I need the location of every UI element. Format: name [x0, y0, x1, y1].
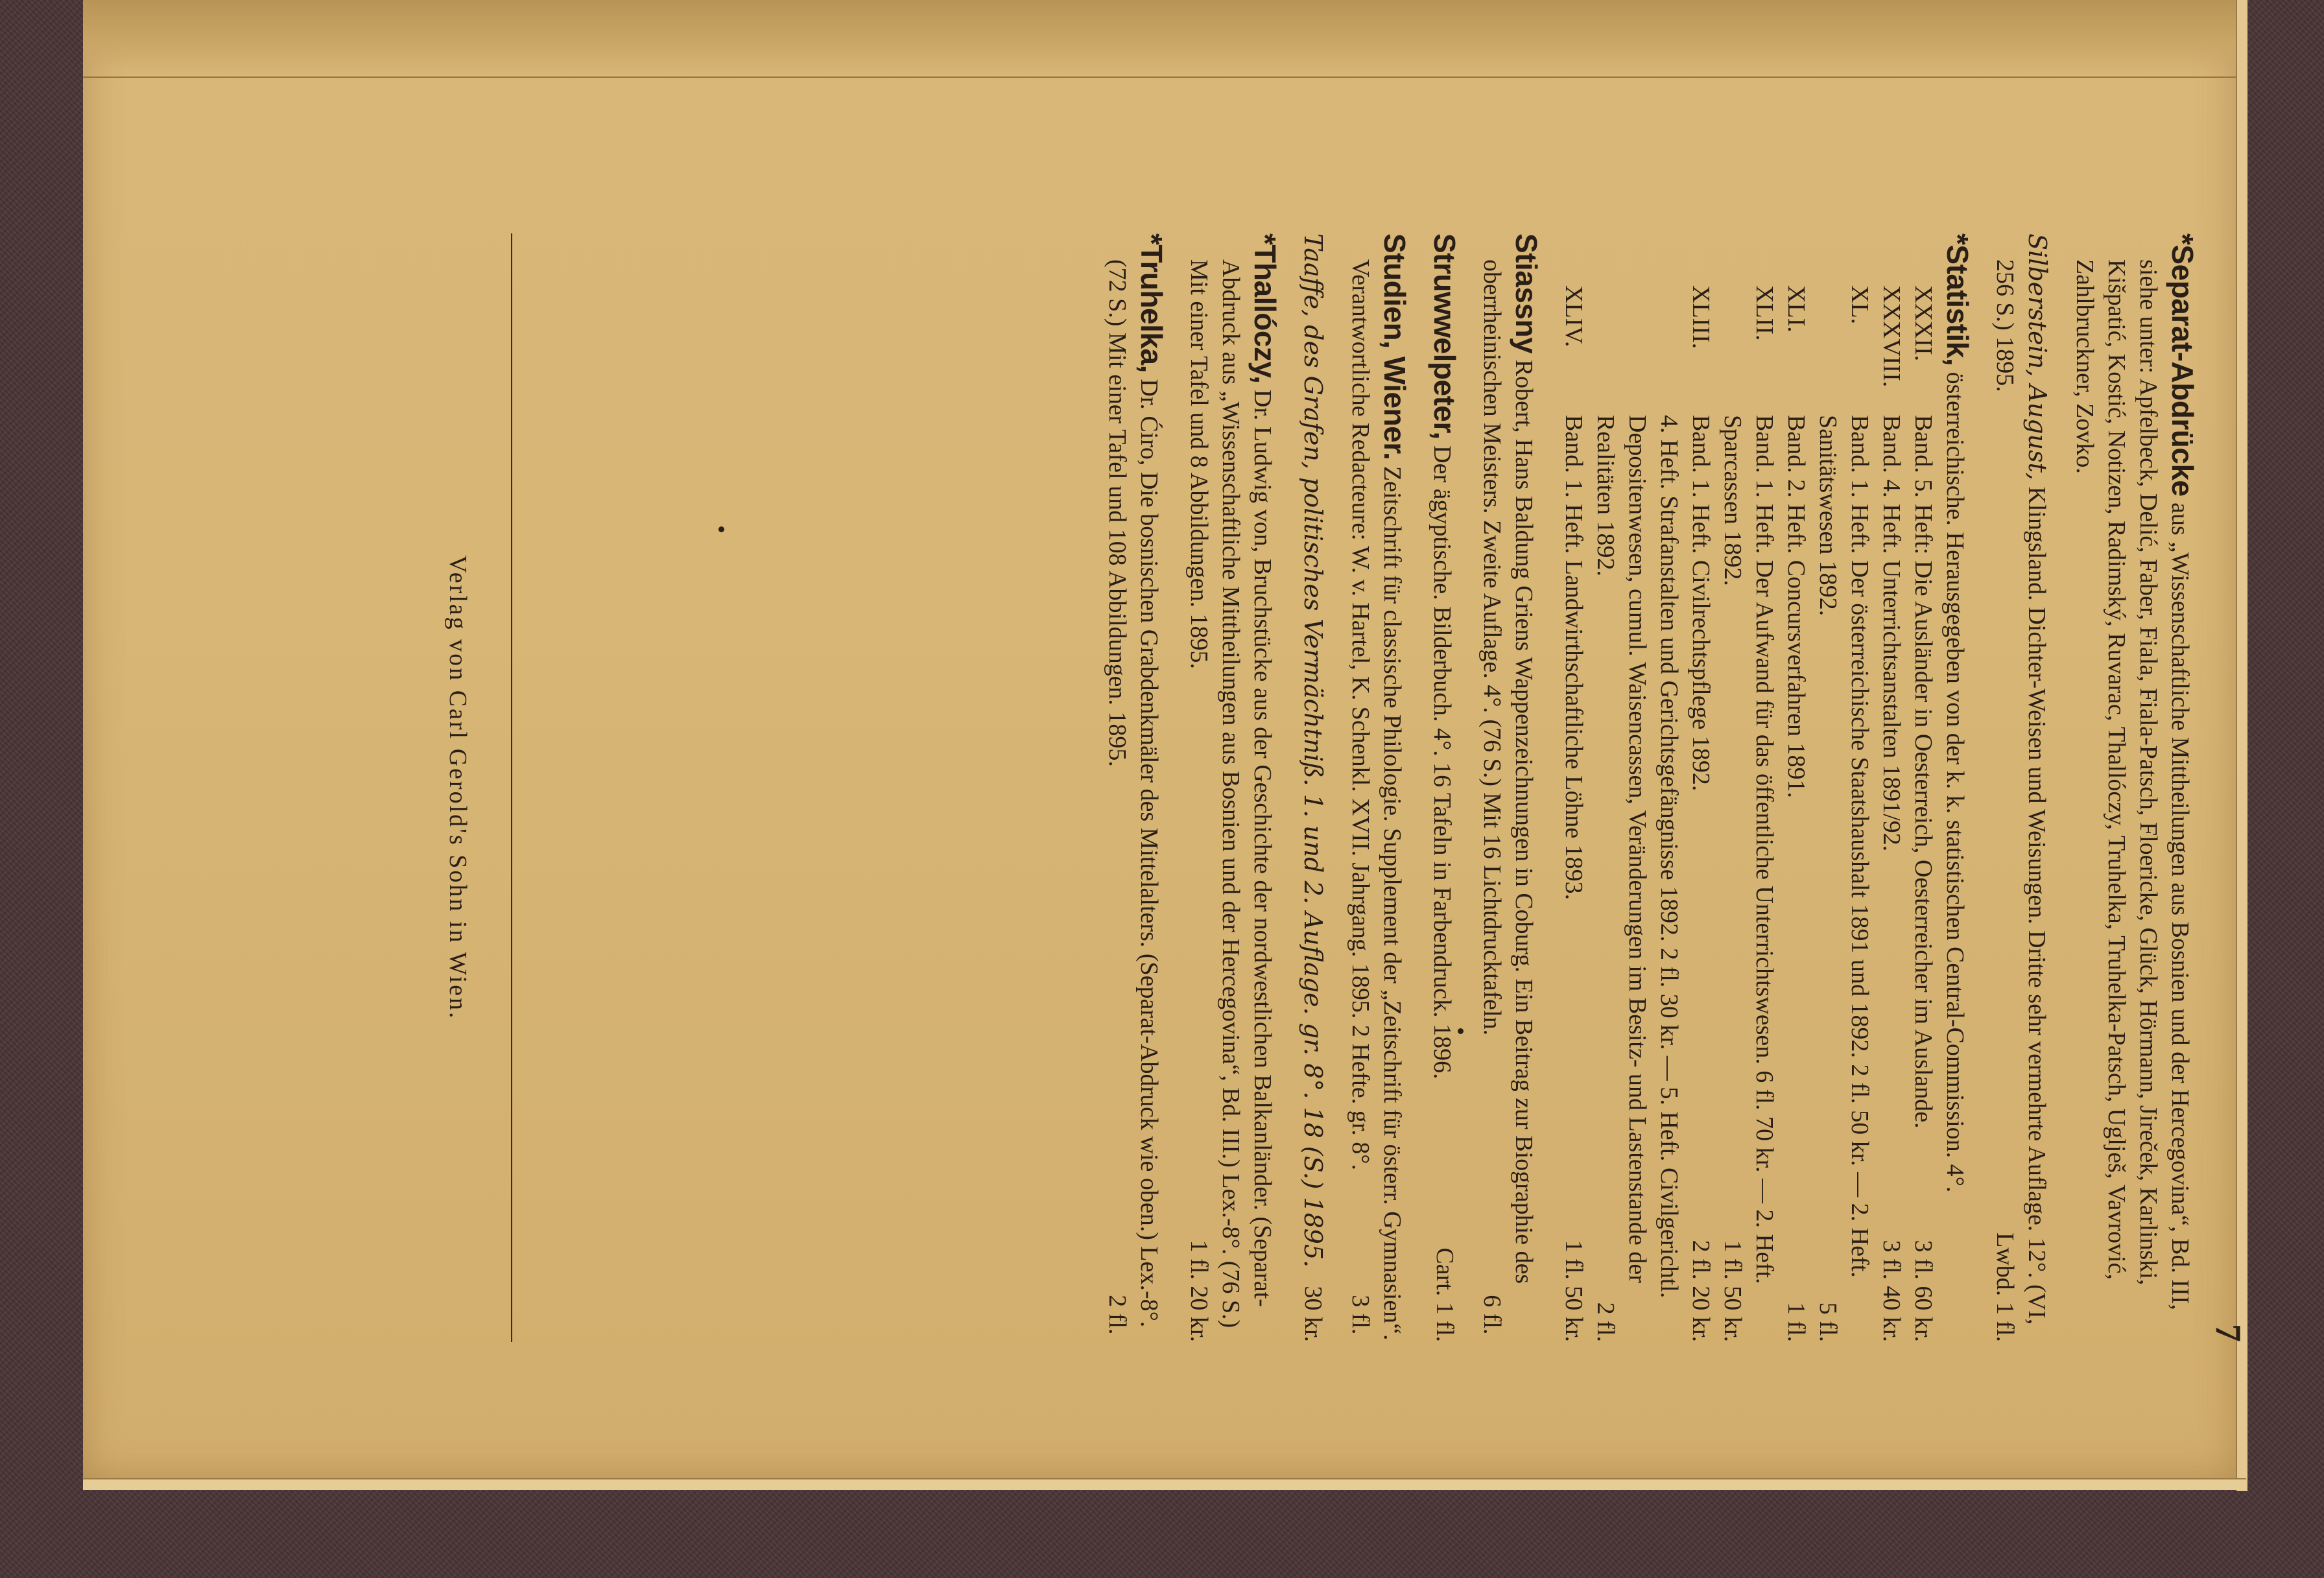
entry-headword: *Truhelka,: [1135, 233, 1168, 373]
entry-separat-abdruecke: [2069, 233, 2198, 1342]
entry-price: 30 kr.: [1299, 1286, 1327, 1342]
volume-price: 1 fl. 50 kr.: [1719, 1240, 1746, 1342]
statistik-volume: [1558, 259, 1589, 1342]
rotated-page-content: [279, 233, 2248, 1342]
volume-text: Band. 2. Heft. Concursverfahren 1891.: [1783, 415, 1810, 798]
page-edge-right: [2236, 0, 2247, 1491]
entry-headword: Struwwelpeter,: [1428, 233, 1462, 440]
entry-headword: *Statistik,: [1941, 233, 1974, 366]
entry-silberstein: [1989, 233, 2053, 1342]
page-gutter: [83, 0, 2236, 78]
entry-price: Lwbd. 1 fl.: [1991, 1232, 2019, 1342]
entry-headword: *Thallóczy,: [1248, 233, 1282, 384]
entry-text: Dr. Ludwig von, Bruchstücke aus der Geschichte der nordwestlichen Balkanländer. (Separat-Abdruck aus „Wissenschaftliche Mittheilungen aus Bosnien und der Hercegovina“, Bd. III.) Lex.-8°. (76 S.) Mit einer Tafel und 8 Abbildungen. 1895.: [1185, 259, 1276, 1328]
statistik-volume: [1780, 259, 1812, 1342]
volume-number: XXXVIII.: [1878, 285, 1905, 388]
volume-text: Band. 1. Heft. Civilrechtspflege 1892.: [1687, 415, 1714, 792]
entry-headword: Silberstein, August,: [2023, 233, 2052, 480]
entry-price: 6 fl.: [1478, 1295, 1506, 1335]
entry-text: österreichische. Herausgegeben von der k. k. statistischen Central-Commission. 4°.: [1941, 366, 1969, 1193]
entry-struwwelpeter: [1426, 233, 1460, 1342]
entry-text: Robert, Hans Baldung Griens Wappenzeichnungen in Coburg. Ein Beitrag zur Biographie des oberrheinischen Meisters. Zweite Auflage. 4°. (76 S.) Mit 16 Lichtdrucktafeln.: [1478, 259, 1537, 1284]
footer-rule: [511, 233, 512, 1342]
entry-studien-wiener: [1344, 233, 1410, 1342]
entry-text: Klingsland. Dichter-Weisen und Weisungen. Dritte sehr vermehrte Auflage. 12°. (VI, 256 S.) 1895.: [1991, 259, 2050, 1325]
statistik-volume: [1812, 259, 1875, 1342]
volume-text: 4. Heft. Strafanstalten und Gerichtsgefängnisse 1892. 2 fl. 30 kr. — 5. Heft. Civilgerichtl. Depositenwesen, cumul. Waisencassen, Veränderungen im Besitz- und Lastenstande der Realitäten 1892.: [1592, 415, 1683, 1299]
volume-number: XXXII.: [1910, 285, 1937, 362]
entry-price: 2 fl.: [1104, 1295, 1131, 1335]
volume-price: 1 fl. 50 kr.: [1560, 1240, 1587, 1342]
volume-text: Band. 5. Heft: Die Ausländer in Oesterreich, Oesterreicher im Auslande.: [1910, 415, 1937, 1129]
entry-text: aus „Wissenschaftliche Mittheilungen aus Bosnien und der Hercegovina“, Bd. III, siehe unter: Apfelbeck, Delić, Faber, Fiala, Fiala-Patsch, Floericke, Glück, Hörmann, Jireček, Karlinski, Kišpatić, Kostić, Notizen, Radimský, Ruvarac, Thallóczy, Truhelka, Truhelka-Patsch, Uglješ, Vavrović, Zahlbruckner, Zovko.: [2071, 259, 2194, 1310]
volume-price: 3 fl. 40 kr.: [1878, 1240, 1905, 1342]
volume-number: XLII.: [1751, 285, 1778, 341]
volume-price: 3 fl. 60 kr.: [1910, 1240, 1937, 1342]
volume-number: [1589, 285, 1685, 415]
volume-text: Band. 1. Heft. Landwirthschaftliche Löhne 1893.: [1560, 415, 1587, 901]
volume-text: Band. 1. Heft. Der österreichische Staatshaushalt 1891 und 1892. 2 fl. 50 kr. — 2. Heft. Sanitätswesen 1892.: [1814, 415, 1873, 1278]
page-edge-bottom: [83, 1478, 2246, 1490]
entry-headword: *Separat-Abdrücke: [2166, 233, 2200, 497]
entry-price: 1 fl. 20 kr.: [1185, 1240, 1213, 1342]
entry-truhelka: [1101, 233, 1167, 1342]
entry-thalloczy: [1183, 233, 1281, 1342]
ink-speck: [718, 526, 724, 532]
volume-number: XLIV.: [1560, 285, 1587, 347]
entry-statistik: [1558, 233, 1973, 1342]
entry-price: 3 fl.: [1347, 1295, 1374, 1335]
entry-taaffe: [1296, 233, 1329, 1342]
volume-number: XLIII.: [1687, 285, 1714, 349]
publisher-imprint: Verlag von Carl Gerold's Sohn in Wien.: [444, 555, 471, 1020]
entry-headword: Taaffe,: [1299, 233, 1327, 318]
page-number: 7: [2208, 1324, 2248, 1342]
entry-text: Zeitschrift für classische Philologie. Supplement der „Zeitschrift für österr. Gymnasien“. Verantwortliche Redacteure: W. v. Hartel, K. Schenkl. XVII. Jahrgang. 1895. 2 Hefte. gr. 8°.: [1347, 259, 1406, 1341]
statistik-volume: [1685, 259, 1716, 1342]
entry-stiassny: [1476, 233, 1542, 1342]
entry-text: Der ägyptische. Bilderbuch. 4°. 16 Tafeln in Farbendruck. 1896.: [1429, 439, 1456, 1079]
volume-price: 1 fl.: [1783, 1302, 1810, 1342]
catalog-entries: [1101, 233, 2224, 1342]
statistik-volume: [1589, 259, 1685, 1342]
entry-price: Cart. 1 fl.: [1431, 1247, 1458, 1342]
entry-text: Dr. Ćiro, Die bosnischen Grabdenkmäler des Mittelalters. (Separat-Abdruck wie oben.) Lex.-8°. (72 S.) Mit einer Tafel und 108 Abbildungen. 1895.: [1104, 259, 1163, 1328]
statistik-volume: [1875, 259, 1907, 1342]
statistik-volume: [1716, 259, 1780, 1342]
volume-price: 2 fl.: [1592, 1302, 1619, 1342]
volume-number: XLI.: [1783, 285, 1810, 333]
ink-speck: [1458, 1028, 1464, 1034]
entry-text: des Grafen, politisches Vermächtniß. 1. und 2. Auflage. gr. 8°. 18 (S.) 1895.: [1299, 317, 1327, 1268]
statistik-volume: [1907, 259, 1939, 1342]
volume-price: 2 fl. 20 kr.: [1687, 1240, 1714, 1342]
volume-text: Band. 1. Heft. Der Aufwand für das öffentliche Unterrichtswesen. 6 fl. 70 kr. — 2. Heft. Sparcassen 1892.: [1719, 415, 1778, 1284]
volume-price: 5 fl.: [1814, 1302, 1842, 1342]
entry-headword: Studien, Wiener.: [1378, 233, 1412, 460]
entry-headword: Stiassny: [1510, 233, 1543, 354]
volume-number: XL.: [1846, 285, 1873, 325]
volume-text: Band. 4. Heft. Unterrichtsanstalten 1891/92.: [1878, 415, 1905, 852]
